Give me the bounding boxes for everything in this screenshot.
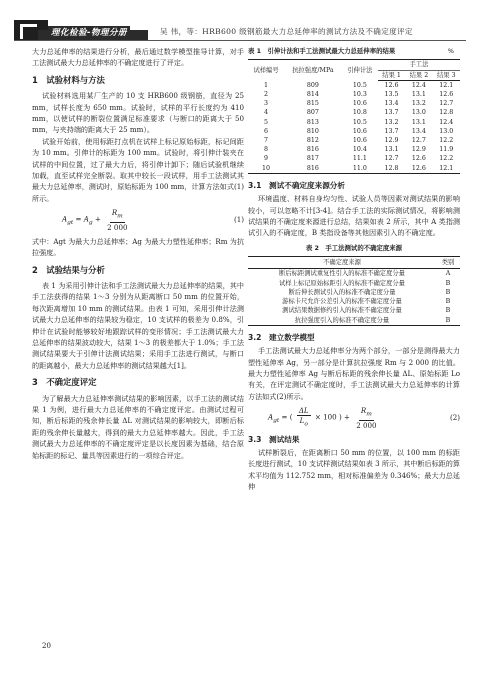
- table-cell: 10.5: [352, 81, 367, 89]
- table-row: [248, 297, 460, 306]
- table-1-header-strength: 抗拉强度/MPa: [292, 66, 334, 74]
- table-row: [248, 80, 460, 90]
- table-cell: 12.7: [411, 137, 426, 145]
- table-1-caption: 表 1 引伸计法和手工法测试最大力总延伸率的结果 %: [248, 47, 454, 55]
- table-cell: 812: [306, 137, 319, 145]
- section-1-paragraph-1: 试验材料选用某厂生产的 10 支 HRB600 级钢筋，直径为 25 mm，试样长度为 650 mm。试验时，试样的平行长度约为 410 mm，以使试样的断裂位置满足标准要求（与断口的距离大于 50 mm，与夹持端的距离大于 25 mm）。: [32, 91, 244, 135]
- uncertainty-source-cell: 抗拉强度引入的标准不确定度分量: [294, 316, 390, 324]
- uncertainty-source-cell: 断后伸长测试引入的标准不确定度分量: [288, 288, 396, 296]
- table-cell: 13.1: [411, 91, 426, 99]
- table-cell: 13.1: [411, 118, 426, 126]
- table-row: [248, 90, 460, 99]
- table-cell: 810: [306, 127, 319, 135]
- journal-logo: [14, 20, 134, 40]
- table-row: [248, 316, 460, 326]
- table-1-header-result-1: 结果 1: [378, 70, 405, 80]
- uncertainty-category-cell: B: [445, 298, 451, 306]
- uncertainty-category-cell: B: [445, 279, 451, 287]
- table-row: [248, 108, 460, 117]
- table-cell: 11.1: [352, 155, 367, 163]
- uncertainty-source-cell: 测试结果数据修约引入的标准不确定度分量: [282, 307, 402, 315]
- running-title: 吴 伟，等：HRB600 级钢筋最大力总延伸率的测试方法及不确定度评定: [160, 27, 413, 36]
- table-1-header-result-3: 结果 3: [433, 70, 460, 80]
- table-cell: 10: [262, 164, 271, 172]
- table-cell: 12.9: [384, 137, 399, 145]
- equation-number-1: (1): [233, 215, 244, 225]
- table-row: [248, 127, 460, 136]
- table-row: [248, 154, 460, 163]
- table-row: [248, 118, 460, 127]
- table-cell: 815: [306, 100, 319, 108]
- journal-logo-text: 理化检验-物理分册: [48, 26, 130, 38]
- table-2-header-source: 不确定度来源: [248, 257, 436, 269]
- table-cell: 10.6: [352, 100, 367, 108]
- table-cell: 816: [306, 146, 319, 154]
- table-cell: 12.1: [439, 164, 454, 172]
- left-column: [32, 46, 244, 461]
- table-row: [248, 145, 460, 154]
- table-cell: 10.3: [352, 91, 367, 99]
- table-cell: 5: [264, 118, 269, 126]
- header-rule: [14, 40, 466, 41]
- table-cell: 814: [306, 91, 319, 99]
- table-cell: 13.0: [411, 109, 426, 117]
- table-row: [248, 288, 460, 297]
- table-cell: 11.0: [352, 164, 367, 172]
- uncertainty-category-cell: B: [445, 288, 451, 296]
- table-cell: 807: [306, 109, 319, 117]
- table-cell: 8: [264, 146, 269, 154]
- table-cell: 13.0: [439, 127, 454, 135]
- table-cell: 12.6: [384, 81, 399, 89]
- section-3-2-paragraph: 手工法测试最大力总延伸率分为两个部分，一部分是测得最大力塑性延伸率 Ag，另一部分是计算抗拉强度 Rm 与 2 000 的比值。最大力塑性延伸率 Ag 与断后标距的残余伸长量 ΔL、原始标距 Lo 有关，在评定测试不确定度时，手工法测试最大力总延伸率的计算方法如式(2)所示。: [248, 346, 460, 401]
- table-cell: 13.1: [384, 146, 399, 154]
- table-cell: 13.2: [411, 100, 426, 108]
- intro-paragraph: 大力总延伸率的结果进行分析，最后通过数学模型推导计算，对手工法测试最大力总延伸率的不确定度进行了评定。: [32, 47, 244, 68]
- table-1-header-id: 试样编号: [253, 66, 279, 74]
- table-cell: 12.7: [439, 100, 454, 108]
- table-cell: 12.6: [411, 164, 426, 172]
- uncertainty-category-cell: B: [445, 316, 451, 324]
- table-cell: 6: [264, 127, 269, 135]
- table-1: [248, 59, 460, 173]
- section-3-paragraph-1: 为了解最大力总延伸率测试结果的影响因素，以手工法的测试结果 1 为例，进行最大力总延伸率的不确定度评定。由测试过程可知，断后标距的残余伸长量 ΔL 对测试结果的影响较大，即断后标距的残余伸长量越大，得到的最大力总延伸率越大。因此，手工法测试最大力总延伸率的不确定度评定是以长度因素为基础，结合原始标距的标记、量具等因素进行的一项综合评定。: [32, 393, 244, 460]
- formula-1-legend: 式中：Agt 为最大力总延伸率；Ag 为最大力塑性延伸率；Rm 为抗拉强度。: [32, 236, 244, 258]
- table-cell: 7: [264, 137, 269, 145]
- table-cell: 12.4: [439, 118, 454, 126]
- table-cell: 11.9: [439, 146, 454, 154]
- table-2-header-category: 类别: [436, 257, 460, 269]
- table-cell: 816: [306, 164, 319, 172]
- table-cell: 2: [264, 91, 269, 99]
- table-cell: 13.7: [384, 109, 399, 117]
- table-row: [248, 99, 460, 108]
- table-cell: 12.9: [411, 146, 426, 154]
- uncertainty-source-cell: 游标卡尺允许公差引入的标准不确定度分量: [282, 298, 402, 306]
- table-cell: 809: [306, 81, 319, 89]
- uncertainty-source-cell: 试样上标记原始标距引入的标准不确定度分量: [279, 279, 405, 287]
- table-cell: 13.4: [411, 127, 426, 135]
- table-cell: 813: [306, 118, 319, 126]
- section-2-paragraph-1: 表 1 为采用引伸计法和手工法测试最大力总延伸率的结果，其中手工法获得的结果 1～3 分别为从距离断口 50 mm 的位置开始，每次距离增加 10 mm 的测试结果。由表 1 可知，采用引伸计法测试最大力总延伸率的结果较为稳定，10 支试样的极差为 0.8%，引伸计在试验时能够较好地跟踪试样的变形情况；手工法测试最大力总延伸率的结果波动较大，结果 1～3 的极差都大于 1.0%；手工法测试结果要大于引伸计法测试结果；采用手工法进行测试，与断口的距离越小，最大力总延伸率的测试结果越大[1]。: [32, 280, 244, 370]
- section-3-1-paragraph: 环境温度、材料自身均匀性、试验人员等因素对测试结果的影响较小，可以忽略不计[3-4]。结合手工法的实际测试情况，将影响测试结果的不确定度来源进行总结，结果如表 2 所示，其中 A 类指测试引入的不确定度，B 类指设备等其他因素引入的不确定度。: [248, 194, 460, 238]
- table-cell: 10.5: [352, 118, 367, 126]
- table-2: [248, 256, 460, 325]
- table-cell: 12.6: [439, 91, 454, 99]
- table-cell: 12.6: [411, 155, 426, 163]
- uncertainty-category-cell: B: [445, 307, 451, 315]
- right-column: [248, 46, 460, 493]
- equation-number-2: (2): [449, 413, 460, 423]
- page-number: 20: [42, 642, 51, 650]
- table-1-header-extensometer: 引伸计法: [347, 66, 373, 74]
- table-cell: 817: [306, 155, 319, 163]
- table-cell: 12.4: [411, 81, 426, 89]
- table-cell: 10.8: [352, 109, 367, 117]
- table-2-caption: 表 2 手工法测试的不确定度来源: [305, 243, 403, 252]
- table-row: [248, 136, 460, 145]
- table-row: [248, 269, 460, 279]
- table-cell: 13.4: [384, 100, 399, 108]
- table-cell: 12.1: [439, 81, 454, 89]
- table-cell: 10.6: [352, 127, 367, 135]
- table-cell: 12.2: [439, 155, 454, 163]
- table-cell: 13.5: [384, 91, 399, 99]
- section-3-1-heading: 3.1 测试不确定度来源分析: [248, 180, 345, 190]
- section-2-heading: 2 试验结果与分析: [32, 264, 105, 275]
- table-cell: 4: [264, 109, 269, 117]
- table-1-header-result-2: 结果 2: [405, 70, 432, 80]
- table-row: [248, 164, 460, 174]
- section-3-3-paragraph: 试样断裂后，在距离断口 50 mm 的位置，以 100 mm 的标距长度进行测试，10 支试样测试结果如表 3 所示，其中断后标距的算术平均值为 112.752 mm，相对标准偏差为 0.346%；最大力总延伸: [248, 447, 460, 492]
- section-3-3-heading: 3.3 测试结果: [248, 434, 300, 444]
- table-cell: 10.6: [352, 137, 367, 145]
- table-cell: 10.4: [352, 146, 367, 154]
- section-3-2-heading: 3.2 建立数学模型: [248, 332, 315, 342]
- section-3-heading: 3 不确定度评定: [32, 377, 97, 388]
- section-1-paragraph-2: 试验开始前，使用标距打点机在试样上标记原始标距，标记间距为 10 mm。引伸计的标距为 100 mm。试验时，将引伸计装夹在试样的中间位置，过了最大力后，将引伸计卸下；随后试验机继续加载，直至试样完全断裂。取其中较长一段试样，用手工法测试其最大力总延伸率，测试时，原始标距为 100 mm，计算方法如式(1)所示。: [32, 136, 244, 203]
- table-cell: 12.2: [439, 137, 454, 145]
- table-row: [248, 306, 460, 315]
- table-cell: 12.8: [384, 164, 399, 172]
- table-cell: 3: [264, 100, 269, 108]
- table-cell: 12.8: [439, 109, 454, 117]
- formula-1: $A_{gt} = A_g$ + $\frac{R_m}{2 000}$ (1): [62, 208, 244, 232]
- formula-2: $A_{gt}$ = ( $\frac{\Delta L}{L_o}$ × 100 ) + $\frac{R_m}{2 000}$ (2): [268, 406, 460, 430]
- uncertainty-category-cell: A: [445, 270, 451, 278]
- table-cell: 9: [264, 155, 269, 163]
- table-cell: 13.7: [384, 127, 399, 135]
- section-1-heading: 1 试验材料与方法: [32, 74, 105, 85]
- table-cell: 1: [264, 81, 269, 89]
- uncertainty-source-cell: 断后标距测试重复性引入的标准不确定度分量: [279, 270, 405, 278]
- table-cell: 13.2: [384, 118, 399, 126]
- table-cell: 12.7: [384, 155, 399, 163]
- table-1-header-manual: 手工法: [378, 60, 460, 70]
- table-row: [248, 279, 460, 288]
